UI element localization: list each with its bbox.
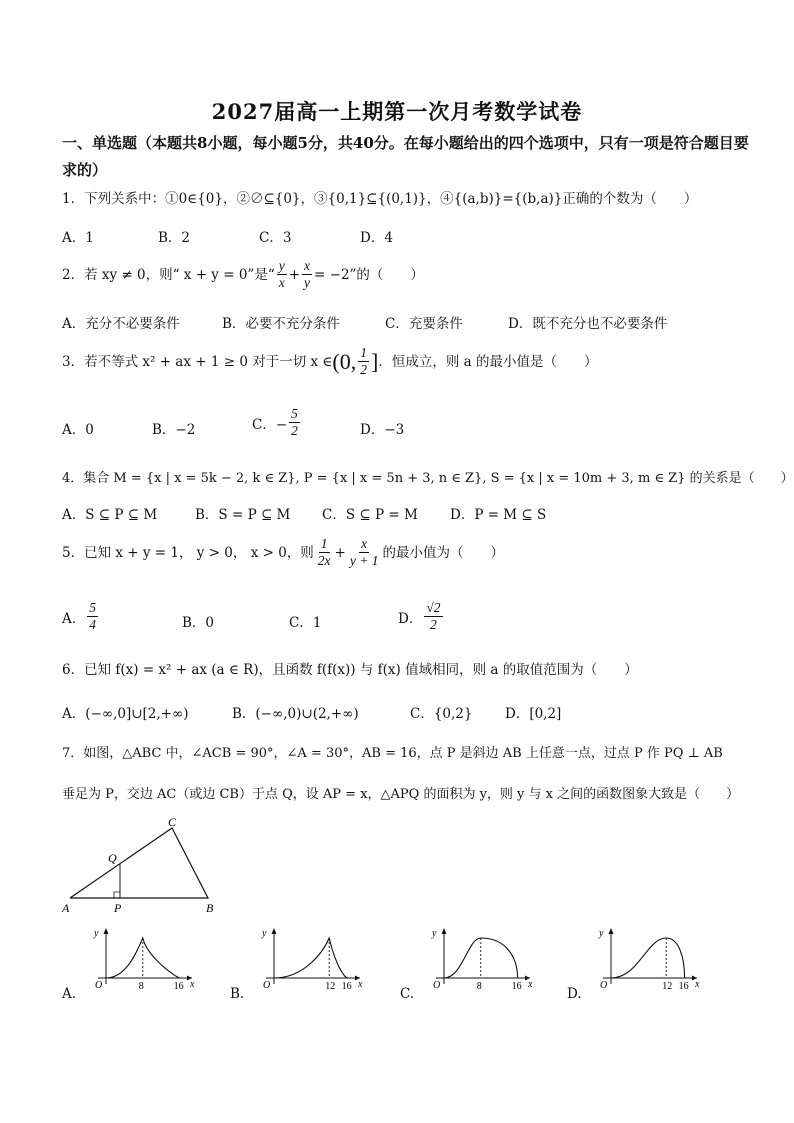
q5-frac2-num: x — [361, 536, 368, 551]
q5-option-d-label: D． — [398, 610, 423, 627]
end-tick-label: 16 — [678, 981, 689, 992]
q5-frac1-den: 2x — [317, 553, 331, 568]
q3-option-b[interactable]: B．−2 — [152, 422, 196, 438]
q2-option-c[interactable]: C．充要条件 — [385, 316, 463, 332]
q3-text-a: 3．若不等式 x² + ax + 1 ≥ 0 对于一切 x ∈ — [62, 353, 333, 370]
q7-option-d-label[interactable]: D. — [567, 986, 582, 1002]
x-axis-label: x — [190, 979, 195, 990]
q5-text-b: 的最小值为（ ） — [382, 544, 504, 561]
q2-text-a: 2．若 xy ≠ 0，则“ x + y = 0”是“ — [62, 266, 275, 283]
q3-interval-close: ] — [371, 348, 379, 374]
q5-option-d[interactable] — [398, 600, 445, 633]
question-6-stem: 6．已知 f(x) = x² + ax (a ∈ R)，且函数 f(f(x)) 与 f(x) 值域相同，则 a 的取值范围为（ ） — [62, 662, 638, 678]
end-tick-label: 16 — [173, 981, 184, 992]
q3-interval-open: (0, — [332, 348, 357, 374]
q2-plus: + — [288, 266, 301, 283]
q3-text-b: ．恒成立，则 a 的最小值是（ ） — [378, 353, 598, 370]
q2-text-b: = −2”的（ ） — [314, 266, 424, 283]
q1-option-a[interactable]: A．1 — [62, 230, 94, 246]
q1-option-b[interactable]: B．2 — [158, 230, 191, 246]
q3-option-c-label: C．− — [252, 416, 288, 433]
q3-option-a[interactable]: A．0 — [62, 422, 94, 438]
q5-option-a-label: A． — [62, 610, 86, 627]
vertex-b-label: B — [206, 901, 214, 915]
peak-tick-label: 8 — [138, 981, 144, 992]
end-tick-label: 16 — [511, 981, 522, 992]
q2-frac2-num: x — [304, 258, 311, 273]
q5-text-a: 5．已知 x + y = 1， y > 0， x > 0，则 — [62, 544, 314, 561]
q5-opt-d-num: √2 — [426, 600, 441, 615]
end-tick-label: 16 — [341, 981, 352, 992]
q7-option-a-label[interactable]: A. — [62, 986, 77, 1002]
q5-option-a[interactable] — [62, 600, 100, 633]
q5-opt-a-den: 4 — [89, 617, 96, 632]
q5-option-a-fraction — [87, 600, 98, 633]
q6-option-d[interactable]: D．[0,2] — [505, 706, 562, 722]
question-5-stem — [62, 536, 762, 569]
q3-option-c-fraction — [289, 406, 300, 439]
q7-option-c-label[interactable]: C. — [400, 986, 415, 1002]
y-axis-arrow — [104, 928, 109, 934]
q5-option-b[interactable]: B．0 — [182, 615, 215, 631]
q4-option-b[interactable]: B．S = P ⊆ M — [195, 507, 291, 523]
q6-option-a[interactable]: A．(−∞,0]∪[2,+∞) — [62, 706, 189, 722]
q5-opt-d-den: 2 — [430, 617, 437, 632]
origin-label: O — [433, 980, 441, 991]
x-axis-label: x — [528, 979, 533, 990]
q5-option-d-fraction — [424, 600, 442, 633]
function-curve — [611, 938, 685, 978]
origin-label: O — [263, 980, 271, 991]
q5-fraction-2 — [348, 536, 381, 569]
q7-option-b-label[interactable]: B. — [230, 986, 245, 1002]
question-3-stem — [62, 345, 762, 378]
q5-fraction-1 — [316, 536, 333, 569]
peak-tick-label: 12 — [662, 981, 673, 992]
q2-option-d[interactable]: D．既不充分也不必要条件 — [508, 316, 668, 332]
q2-frac2-den: y — [304, 275, 311, 290]
y-axis-label: y — [599, 928, 604, 939]
vertex-c-label: C — [168, 816, 177, 829]
question-2-stem — [62, 258, 762, 291]
peak-tick-label: 8 — [476, 981, 482, 992]
q4-option-c[interactable]: C．S ⊆ P = M — [322, 507, 418, 523]
x-axis-label: x — [695, 979, 700, 990]
q7-graph-b[interactable] — [252, 926, 372, 998]
q3-interval-den: 2 — [360, 362, 367, 377]
page-title: 2027届高一上期第一次月考数学试卷 — [211, 99, 583, 124]
q3-interval-num: 1 — [360, 345, 367, 360]
question-7-line-2: 垂足为 P，交边 AC（或边 CB）于点 Q，设 AP = x，△APQ 的面积为 y，则 y 与 x 之间的函数图象大致是（ ） — [62, 787, 740, 802]
question-4-stem: 4．集合 M = {x | x = 5k − 2, k ∈ Z}, P = {x | x = 5n + 3, n ∈ Z}, S = {x | x = 10m + 3, m ∈ Z} 的关系是（ ） — [62, 471, 794, 486]
q2-fraction-1 — [277, 258, 287, 291]
q3-interval-fraction — [358, 345, 369, 378]
y-axis-label: y — [94, 928, 99, 939]
x-axis-label: x — [358, 979, 363, 990]
y-axis-arrow — [272, 928, 277, 934]
q5-frac2-den: y + 1 — [349, 553, 379, 568]
y-axis-label: y — [262, 928, 267, 939]
q7-graph-d[interactable] — [589, 926, 709, 998]
function-curve — [274, 938, 348, 978]
q1-option-d[interactable]: D．4 — [360, 230, 393, 246]
q6-option-b[interactable]: B．(−∞,0)∪(2,+∞) — [232, 706, 359, 722]
q5-plus: + — [334, 544, 346, 561]
question-7-line-1: 7．如图，△ABC 中，∠ACB = 90°，∠A = 30°，AB = 16，点 P 是斜边 AB 上任意一点，过点 P 作 PQ ⊥ AB — [62, 746, 723, 761]
q2-option-a[interactable]: A．充分不必要条件 — [62, 316, 180, 332]
point-q-label: Q — [108, 851, 117, 865]
q2-frac1-den: x — [278, 275, 285, 290]
y-axis-arrow — [442, 928, 447, 934]
q1-option-c[interactable]: C．3 — [259, 230, 292, 246]
origin-label: O — [95, 980, 103, 991]
q3-opt-c-den: 2 — [291, 423, 298, 438]
triangle-figure — [60, 816, 220, 916]
y-axis-arrow — [609, 928, 614, 934]
section-header: 一、单选题（本题共8小题，每小题5分，共40分。在每小题给出的四个选项中，只有一项是符合题目要求的） — [62, 134, 749, 179]
q5-frac1-num: 1 — [320, 536, 328, 551]
q7-graph-a[interactable] — [84, 926, 204, 998]
q4-option-d[interactable]: D．P = M ⊆ S — [450, 507, 547, 523]
question-1-stem: 1．下列关系中：①0∈{0}，②∅⊆{0}，③{0,1}⊆{(0,1)}，④{(a,b)}={(b,a)}正确的个数为（ ） — [62, 191, 698, 207]
peak-tick-label: 12 — [325, 981, 336, 992]
q3-opt-c-num: 5 — [291, 406, 298, 421]
q2-option-b[interactable]: B．必要不充分条件 — [222, 316, 340, 332]
q2-frac1-num: y — [278, 258, 285, 273]
q3-option-c[interactable] — [252, 406, 302, 439]
q2-fraction-2 — [302, 258, 312, 291]
origin-label: O — [600, 980, 608, 991]
q6-option-c[interactable]: C．{0,2} — [410, 706, 473, 722]
q3-option-d[interactable]: D．−3 — [360, 422, 405, 438]
q5-opt-a-num: 5 — [89, 600, 96, 615]
y-axis-label: y — [432, 928, 437, 939]
q5-option-c[interactable]: C．1 — [289, 615, 322, 631]
q4-option-a[interactable]: A．S ⊆ P ⊆ M — [62, 507, 158, 523]
q7-graph-c[interactable] — [422, 926, 542, 998]
vertex-a-label: A — [62, 901, 70, 915]
point-p-label: P — [114, 901, 122, 915]
